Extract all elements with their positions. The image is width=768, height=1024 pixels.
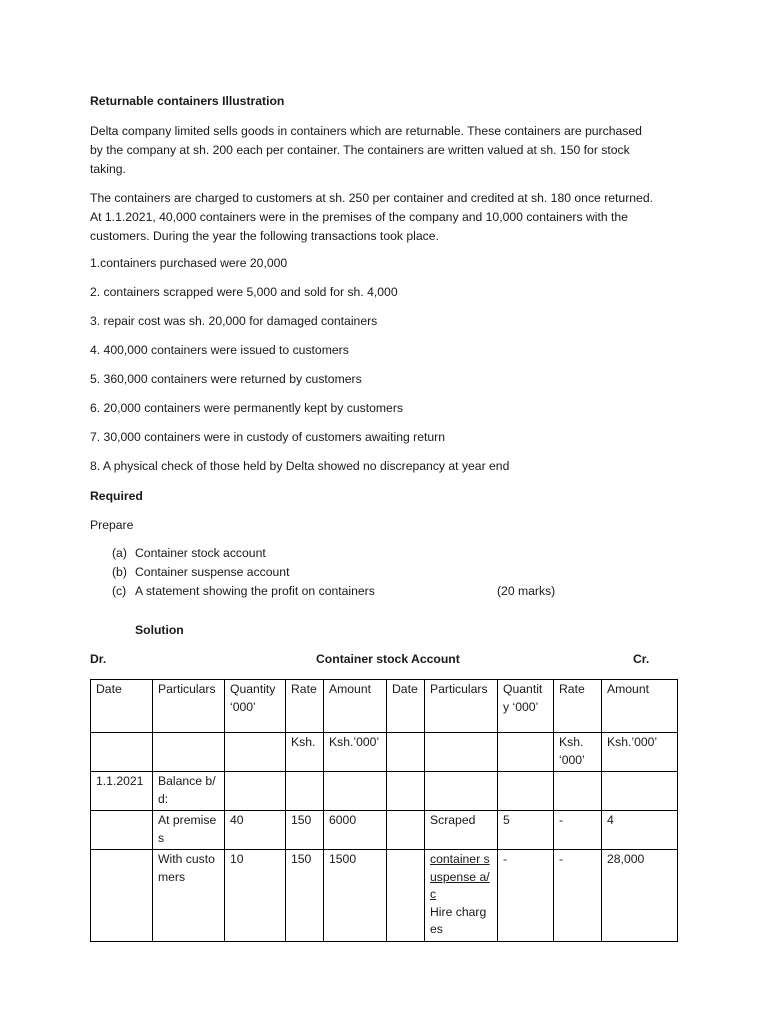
charges-paragraph — [90, 189, 680, 246]
row-quantity-credit: 5 — [498, 811, 554, 850]
intro-line: taking. — [90, 162, 126, 176]
row-rate-credit: - — [554, 850, 602, 942]
header-particulars: Particulars — [153, 680, 225, 733]
row-amount-credit: 28,000 — [602, 850, 678, 942]
header-quantity-credit: Quantity ‘000’ — [498, 680, 554, 733]
row-date-credit — [387, 772, 425, 811]
transaction-item: 5. 360,000 containers were returned by customers — [90, 372, 362, 386]
row-amount — [324, 772, 387, 811]
transaction-item: 8. A physical check of those held by Delta showed no discrepancy at year end — [90, 459, 510, 473]
solution-heading: Solution — [135, 623, 184, 637]
header-rate-credit: Rate — [554, 680, 602, 733]
requirement-marker: (b) — [112, 565, 127, 579]
row-date-credit — [387, 850, 425, 942]
row-amount-credit: 4 — [602, 811, 678, 850]
row-date-credit — [387, 811, 425, 850]
table-row — [91, 772, 678, 811]
intro-paragraph — [90, 122, 680, 179]
table-header-row — [91, 680, 678, 733]
row-quantity: 10 — [225, 850, 286, 942]
document-title: Returnable containers Illustration — [90, 94, 285, 108]
row-rate — [286, 772, 324, 811]
requirement-marker: (a) — [112, 546, 127, 560]
transaction-item: 3. repair cost was sh. 20,000 for damaged containers — [90, 314, 378, 328]
table-units-row — [91, 733, 678, 772]
row-rate: 150 — [286, 850, 324, 942]
debit-label: Dr. — [90, 652, 107, 666]
header-quantity: Quantity ‘000’ — [225, 680, 286, 733]
marks-label: (20 marks) — [497, 584, 556, 598]
container-stock-account-table — [90, 679, 678, 942]
transaction-item: 4. 400,000 containers were issued to customers — [90, 343, 349, 357]
intro-line: Delta company limited sells goods in containers which are returnable. These containers are purchased — [90, 124, 642, 138]
header-date-credit: Date — [387, 680, 425, 733]
required-heading: Required — [90, 489, 143, 503]
header-rate: Rate — [286, 680, 324, 733]
table-cell — [91, 733, 153, 772]
row-date — [91, 850, 153, 942]
unit-amount: Ksh.’000’ — [324, 733, 387, 772]
header-amount: Amount — [324, 680, 387, 733]
unit-amount-credit: Ksh.’000’ — [602, 733, 678, 772]
transaction-item: 2. containers scrapped were 5,000 and sold for sh. 4,000 — [90, 285, 398, 299]
table-cell — [225, 733, 286, 772]
row-amount: 1500 — [324, 850, 387, 942]
table-cell — [425, 733, 498, 772]
charges-line: At 1.1.2021, 40,000 containers were in the premises of the company and 10,000 containers with the — [90, 210, 628, 224]
row-amount-credit — [602, 772, 678, 811]
row-rate: 150 — [286, 811, 324, 850]
row-particulars-credit: Scraped — [425, 811, 498, 850]
credit-label: Cr. — [633, 652, 650, 666]
table-cell — [387, 733, 425, 772]
row-rate-credit: - — [554, 811, 602, 850]
transaction-item: 1.containers purchased were 20,000 — [90, 256, 288, 270]
charges-line: The containers are charged to customers at sh. 250 per container and credited at sh. 180 once returned. — [90, 191, 653, 205]
unit-rate-credit: Ksh. ‘000’ — [554, 733, 602, 772]
transaction-item: 6. 20,000 containers were permanently kept by customers — [90, 401, 403, 415]
charges-line: customers. During the year the following transactions took place. — [90, 229, 439, 243]
header-particulars-credit: Particulars — [425, 680, 498, 733]
transaction-item: 7. 30,000 containers were in custody of customers awaiting return — [90, 430, 445, 444]
requirement-text: Container stock account — [135, 546, 266, 560]
table-row — [91, 850, 678, 942]
row-particulars-credit — [425, 772, 498, 811]
table-cell — [498, 733, 554, 772]
unit-rate: Ksh. — [286, 733, 324, 772]
row-quantity-credit — [498, 772, 554, 811]
row-date — [91, 811, 153, 850]
hire-charges-text: Hire charges — [430, 904, 487, 936]
row-particulars: At premises — [153, 811, 225, 850]
requirement-marker: (c) — [112, 584, 127, 598]
row-amount: 6000 — [324, 811, 387, 850]
header-amount-credit: Amount — [602, 680, 678, 733]
row-particulars: Balance b/d: — [153, 772, 225, 811]
requirement-text: A statement showing the profit on containers — [135, 584, 375, 598]
row-quantity: 40 — [225, 811, 286, 850]
requirement-text: Container suspense account — [135, 565, 290, 579]
row-quantity-credit: - — [498, 850, 554, 942]
prepare-label: Prepare — [90, 518, 134, 532]
row-rate-credit — [554, 772, 602, 811]
row-particulars: With customers — [153, 850, 225, 942]
table-cell — [153, 733, 225, 772]
row-particulars-credit — [425, 850, 498, 942]
row-quantity — [225, 772, 286, 811]
intro-line: by the company at sh. 200 each per container. The containers are written valued at sh. 150 for stock — [90, 143, 630, 157]
header-date: Date — [91, 680, 153, 733]
container-suspense-link: container suspense a/c — [430, 852, 490, 901]
account-title: Container stock Account — [316, 652, 460, 666]
table-row — [91, 811, 678, 850]
row-date: 1.1.2021 — [91, 772, 153, 811]
